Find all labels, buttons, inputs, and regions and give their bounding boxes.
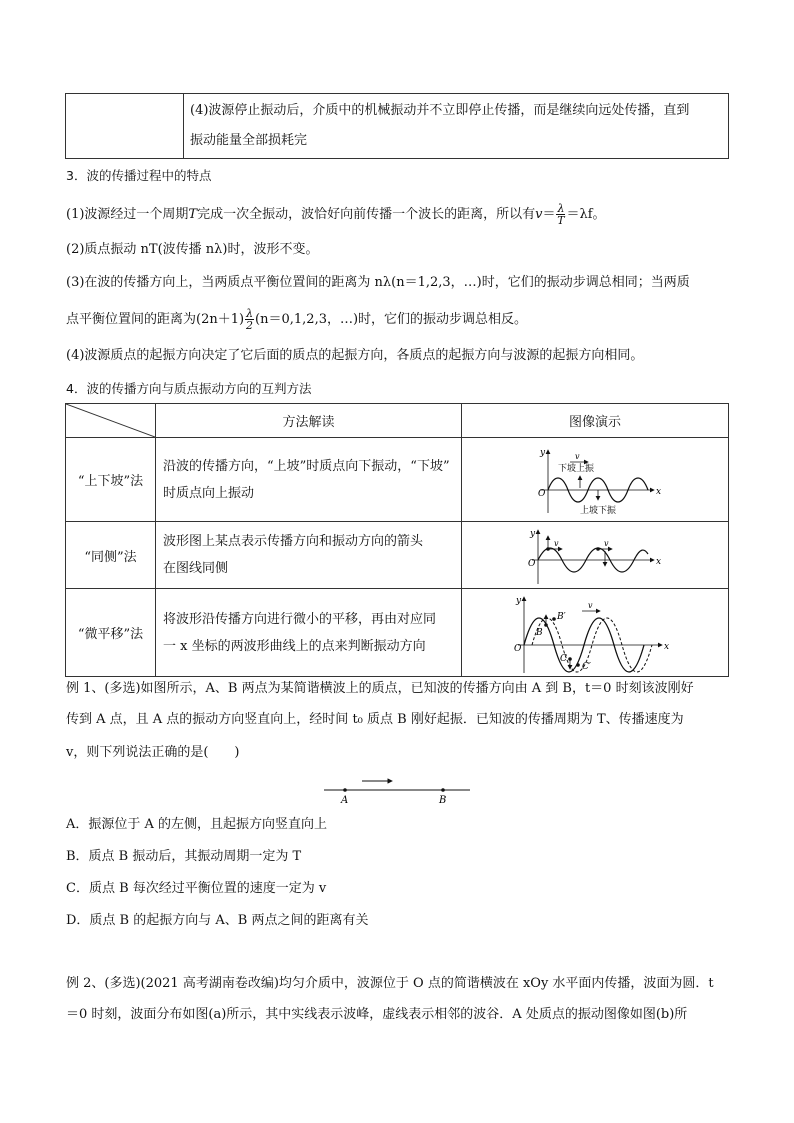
table-row [66, 94, 729, 159]
section3-p4: (4)波源质点的起振方向决定了它后面的质点的起振方向，各质点的起振方向与波源的起振方向相同。 [66, 348, 644, 363]
example1-line2: 传到 A 点，且 A 点的振动方向竖直向上，经时间 t₀ 质点 B 刚好起振．已知波的传播周期为 T、传播速度为 [66, 712, 684, 727]
p1-v: v [535, 207, 543, 222]
x-label: x [656, 487, 662, 497]
figure-cell [462, 438, 729, 522]
same-side-figure [462, 522, 728, 588]
table-row [66, 522, 729, 589]
y-label: y [516, 596, 522, 606]
option-a: A．振源位于 A 的左侧，且起振方向竖直向上 [66, 817, 328, 832]
slope-method-figure [462, 438, 728, 521]
section3-p2: (2)质点振动 nT(波传播 nλ)时，波形不变。 [66, 242, 319, 257]
diagonal-header-cell [66, 404, 156, 438]
p1-fraction: $\frac{\lambda}{T}$ [557, 202, 565, 227]
method-desc: 波形图上某点表示传播方向和振动方向的箭头 在图线同侧 [156, 522, 462, 589]
header-image: 图像演示 [462, 404, 729, 438]
A-label: A [341, 795, 349, 806]
table-header-row [66, 404, 729, 438]
methods-table [65, 403, 729, 677]
diagonal-line [66, 404, 155, 437]
row-text-line2: 振动能量全部损耗完 [190, 133, 308, 148]
method-desc: 将波形沿传播方向进行微小的平移，再由对应同 一 x 坐标的两波形曲线上的点来判断振动方向 [156, 589, 462, 677]
option-c: C．质点 B 每次经过平衡位置的速度一定为 v [66, 881, 327, 896]
method-desc: 沿波的传播方向，“上坡”时质点向下振动，“下坡” 时质点向上振动 [156, 438, 462, 522]
method-name: “微平移”法 [66, 589, 156, 677]
p1-eq: ＝ [542, 207, 556, 222]
bottom-annotation: 上坡下振 [580, 506, 617, 516]
section3-heading: 3．波的传播过程中的特点 [66, 168, 212, 183]
point-B [441, 788, 445, 792]
y-label: y [540, 448, 546, 458]
top-annotation: 下坡上振 [558, 464, 595, 474]
point-Cp [576, 663, 580, 667]
x-label: x [656, 557, 662, 567]
example1-line3: v，则下列说法正确的是( ) [66, 745, 240, 760]
option-b: B．质点 B 振动后，其振动周期一定为 T [66, 849, 302, 864]
figure-cell [462, 522, 729, 589]
section4-heading: 4．波的传播方向与质点振动方向的互判方法 [66, 381, 312, 396]
v-label: v [575, 452, 580, 461]
example1-figure [320, 772, 476, 806]
p3-fraction: $\frac{\lambda}{2}$ [246, 307, 254, 332]
header-method: 方法解读 [156, 404, 462, 438]
B-label: B [536, 628, 543, 638]
Cp-label: C′ [582, 662, 591, 672]
p1-before: (1)波源经过一个周期 [66, 207, 189, 222]
v-label-left: v [554, 539, 559, 548]
origin-label: O [514, 644, 522, 654]
table-row [66, 589, 729, 677]
section3-p3-line2: 点平衡位置间的距离为(2n＋1) $\frac{\lambda}{2}$ (n＝0,1,2,3，…)时，它们的振动步调总相反。 [66, 307, 528, 332]
table-row [66, 438, 729, 522]
section3-p1 [66, 203, 736, 226]
origin-label: O [538, 489, 546, 499]
v-label-right: v [604, 539, 609, 548]
Bp-label: B′ [557, 612, 566, 622]
option-d: D．质点 B 的起振方向与 A、B 两点之间的距离有关 [66, 913, 369, 928]
section3-p3-line1: (3)在波的传播方向上，当两质点平衡位置间的距离为 nλ(n＝1,2,3，…)时，它们的振动步调总相同；当两质 [66, 275, 690, 290]
point-A [343, 788, 347, 792]
p1-mid: 完成一次全振动，波恰好向前传播一个波长的距离，所以有 [197, 207, 536, 222]
small-shift-figure [462, 589, 728, 676]
row-text-cell [184, 94, 729, 159]
example2-line2: ＝0 时刻，波面分布如图(a)所示，其中实线表示波峰，虚线表示相邻的波谷．A 处质点的振动图像如图(b)所 [66, 1007, 688, 1022]
v-label: v [588, 601, 593, 610]
row-text-line1: (4)波源停止振动后，介质中的机械振动并不立即停止传播，而是继续向远处传播，直到 [190, 103, 690, 118]
method-name: “同侧”法 [66, 522, 156, 589]
method-name: “上下坡”法 [66, 438, 156, 522]
example2-line1: 例 2、(多选)(2021 高考湖南卷改编)均匀介质中，波源位于 O 点的简谐横波在 xOy 水平面内传播，波面为圆．t [66, 976, 714, 991]
B-label: B [439, 795, 447, 806]
top-table [65, 93, 729, 159]
p1-T: T [188, 207, 198, 222]
C-label: C [560, 654, 567, 664]
p1-after: ＝λf。 [566, 207, 606, 222]
figure-cell [462, 589, 729, 677]
empty-cell [66, 94, 184, 159]
x-label: x [664, 642, 670, 652]
example1-line1: 例 1、(多选)如图所示，A、B 两点为某简谐横波上的质点，已知波的传播方向由 A 到 B，t＝0 时刻该波刚好 [66, 681, 694, 696]
origin-label: O [528, 559, 536, 569]
y-label: y [530, 529, 536, 539]
point-Bp [552, 617, 556, 621]
